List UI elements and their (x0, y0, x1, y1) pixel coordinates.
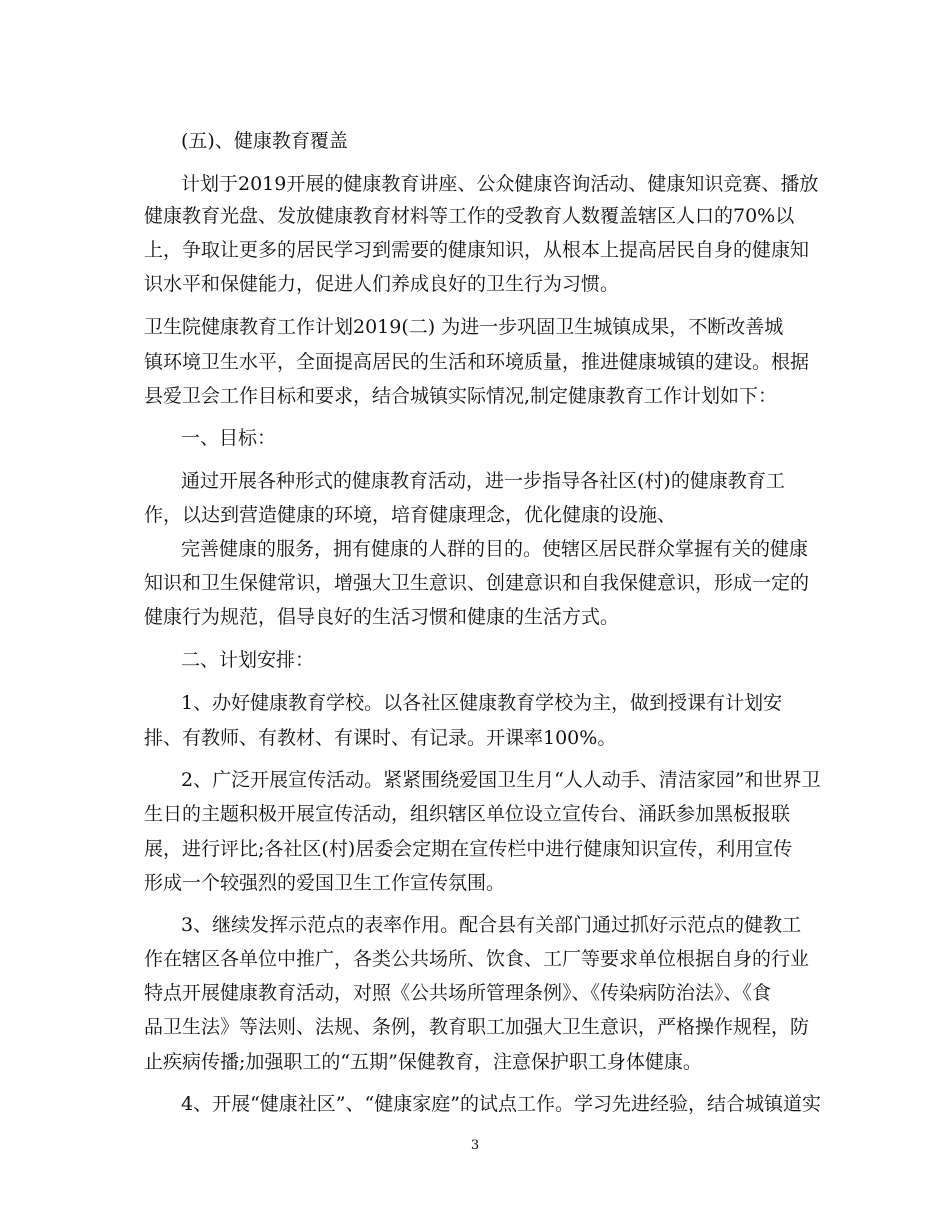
paragraph-line: 县爱卫会工作目标和要求，结合城镇实际情况,制定健康教育工作计划如下： (144, 385, 778, 407)
section-heading-goals: 一、目标： (181, 427, 277, 449)
page-number: 3 (470, 1138, 480, 1153)
paragraph-line: 4、开展“健康社区”、“健康家庭”的试点工作。学习先进经验，结合城镇道实 (181, 1093, 821, 1115)
paragraph-line: 知识和卫生保健常识，增强大卫生意识、创建意识和自我保健意识，形成一定的 (144, 572, 810, 594)
paragraph-line: 特点开展健康教育活动，对照《公共场所管理条例》、《传染病防治法》、《食 (144, 982, 772, 1004)
paragraph-line: 上，争取让更多的居民学习到需要的健康知识，从根本上提高居民自身的健康知 (144, 239, 810, 261)
paragraph-line: 形成一个较强烈的爱国卫生工作宣传氛围。 (144, 872, 506, 894)
paragraph-line: 展，进行评比;各社区(村)居委会定期在宣传栏中进行健康知识宣传，利用宣传 (144, 838, 793, 860)
paragraph-line: 健康教育光盘、发放健康教育材料等工作的受教育人数覆盖辖区人口的70%以 (144, 205, 795, 227)
section-heading-coverage: (五)、健康教育覆盖 (181, 130, 348, 152)
paragraph-line: 3、继续发挥示范点的表率作用。配合县有关部门通过抓好示范点的健教工 (181, 914, 802, 936)
paragraph-line: 止疾病传播;加强职工的“五期”保健教育，注意保护职工身体健康。 (144, 1051, 702, 1073)
paragraph-line: 生日的主题积极开展宣传活动，组织辖区单位设立宣传台、涌跃参加黑板报联 (144, 803, 791, 825)
paragraph-line: 作，以达到营造健康的环境，培育健康理念，优化健康的设施、 (144, 504, 677, 526)
plan-title-line: 卫生院健康教育工作计划2019(二) 为进一步巩固卫生城镇成果，不断改善城 (144, 316, 784, 338)
paragraph-line: 完善健康的服务，拥有健康的人群的目的。使辖区居民群众掌握有关的健康 (181, 538, 809, 560)
paragraph-line: 作在辖区各单位中推广，各类公共场所、饮食、工厂等要求单位根据自身的行业 (144, 948, 810, 970)
paragraph-line: 2、广泛开展宣传活动。紧紧围绕爱国卫生月“人人动手、清洁家园”和世界卫 (181, 769, 821, 791)
paragraph-line: 品卫生法》等法则、法规、条例，教育职工加强大卫生意识，严格操作规程，防 (144, 1016, 810, 1038)
paragraph-line: 健康行为规范，倡导良好的生活习惯和健康的生活方式。 (144, 606, 620, 628)
paragraph-line: 镇环境卫生水平，全面提高居民的生活和环境质量，推进健康城镇的建设。根据 (144, 351, 810, 373)
section-heading-plan: 二、计划安排： (181, 649, 315, 671)
paragraph-line: 识水平和保健能力，促进人们养成良好的卫生行为习惯。 (144, 273, 620, 295)
paragraph-line: 计划于2019开展的健康教育讲座、公众健康咨询活动、健康知识竞赛、播放 (181, 173, 819, 195)
paragraph-line: 排、有教师、有教材、有课时、有记录。开课率100%。 (144, 727, 617, 749)
paragraph-line: 1、办好健康教育学校。以各社区健康教育学校为主，做到授课有计划安 (181, 692, 783, 714)
paragraph-line: 通过开展各种形式的健康教育活动，进一步指导各社区(村)的健康教育工 (181, 470, 785, 492)
